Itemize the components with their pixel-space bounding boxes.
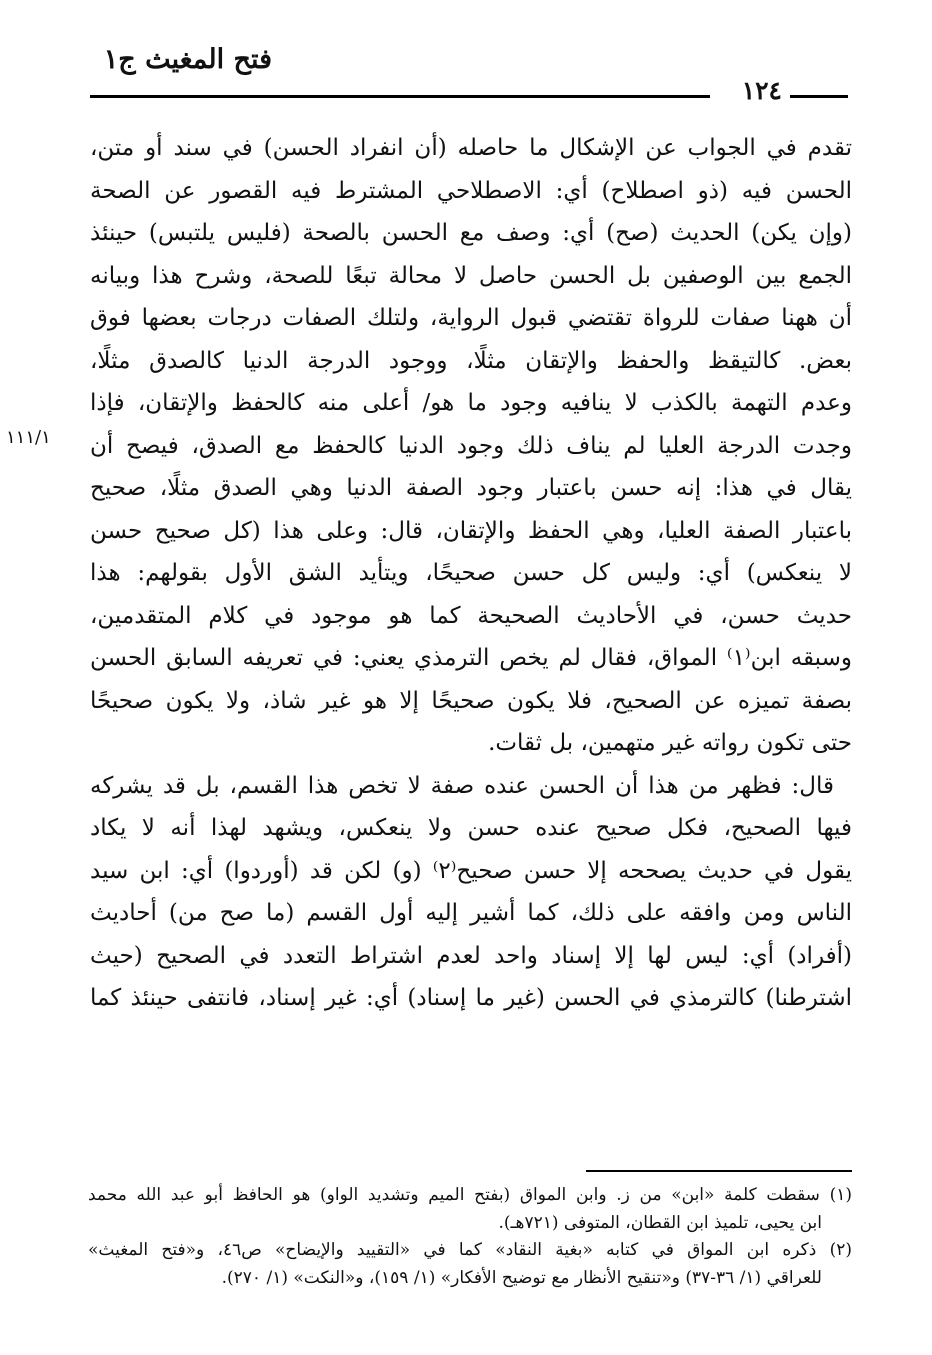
text-line: قال: فظهر من هذا أن الحسن عنده صفة لا تخص هذا القسم، بل قد يشركه xyxy=(90,772,834,799)
footnote-line: للعراقي (١/ ٣٦-٣٧) و«تنقيح الأنظار مع توضيح الأفكار» (١/ ١٥٩)، و«النكت» (١/ ٢٧٠). xyxy=(221,1267,822,1288)
text-line: يقول في حديث يصححه إلا حسن صحيح⁽٢⁾ (و) لكن قد (أوردوا) أي: ابن سيد xyxy=(90,857,852,884)
header-rule-short xyxy=(790,95,848,98)
footnotes xyxy=(88,1182,852,1292)
page-number: ١٢٤ xyxy=(741,76,782,105)
text-line: الحسن فيه (ذو اصطلاح) أي: الاصطلاحي المشترط فيه القصور عن الصحة xyxy=(90,177,852,204)
running-head-book-title: فتح المغيث ج١ xyxy=(103,44,272,75)
text-line: وجدت الدرجة العليا لم يناف ذلك وجود الدنيا كالحفظ مع الصدق، فيصح أن xyxy=(90,432,852,459)
text-line: باعتبار الصفة العليا، وهي الحفظ والإتقان، قال: وعلى هذا (كل صحيح حسن xyxy=(90,517,852,544)
text-line: وسبقه ابن⁽١⁾ المواق، فقال لم يخص الترمذي يعني: في تعريفه السابق الحسن xyxy=(90,645,852,671)
text-line: حتى تكون رواته غير متهمين، بل ثقات. xyxy=(488,730,852,756)
text-line: (أفراد) أي: ليس لها إلا إسناد واحد لعدم اشتراط التعدد في الصحيح (حيث xyxy=(90,942,852,969)
main-text xyxy=(90,127,852,1020)
text-line: الجمع بين الوصفين بل الحسن حاصل لا محالة تبعًا للصحة، وشرح هذا وبيانه xyxy=(90,262,852,289)
text-line: لا ينعكس) أي: وليس كل حسن صحيحًا، ويتأيد الشق الأول بقولهم: هذا xyxy=(90,560,852,586)
text-line: (وإن يكن) الحديث (صح) أي: وصف مع الحسن بالصحة (فليس يلتبس) حينئذ xyxy=(90,220,852,246)
text-line: وعدم التهمة بالكذب لا ينافيه وجود ما هو/ أعلى منه كالحفظ والإتقان، فإذا xyxy=(90,390,852,416)
text-line: أن ههنا صفات للرواة تقتضي قبول الرواية، ولتلك الصفات درجات بعضها فوق xyxy=(90,305,852,331)
footnote-line: ابن يحيى، تلميذ ابن القطان، المتوفى (٧٢١هـ). xyxy=(498,1212,822,1233)
text-line: اشترطنا) كالترمذي في الحسن (غير ما إسناد) أي: غير إسناد، فانتفى حينئذ كما xyxy=(90,985,852,1011)
text-line: بصفة تميزه عن الصحيح، فلا يكون صحيحًا إلا هو غير شاذ، ولا يكون صحيحًا xyxy=(90,687,852,714)
text-line: بعض. كالتيقظ والحفظ والإتقان مثلًا، ووجود الدرجة الدنيا كالصدق مثلًا، xyxy=(90,347,852,374)
text-line: فيها الصحيح، فكل صحيح عنده حسن ولا ينعكس، ويشهد لهذا أنه لا يكاد xyxy=(90,815,852,841)
text-line: يقال في هذا: إنه حسن باعتبار وجود الصفة الدنيا وهي الصدق مثلًا، صحيح xyxy=(90,475,852,501)
text-line: الناس ومن وافقه على ذلك، كما أشير إليه أول القسم (ما صح من) أحاديث xyxy=(90,900,852,926)
text-line: حديث حسن، في الأحاديث الصحيحة كما هو موجود في كلام المتقدمين، xyxy=(90,602,852,629)
margin-folio-note: ١١١/١ xyxy=(6,427,51,448)
footnote-line: (١) سقطت كلمة «ابن» من ز. وابن المواق (بفتح الميم وتشديد الواو) هو الحافظ أبو عبد الله محمد xyxy=(88,1185,852,1205)
header-rule xyxy=(90,95,710,98)
footnote-line: (٢) ذكره ابن المواق في كتابه «بغية النقاد» كما في «التقييد والإيضاح» ص٤٦، و«فتح المغيث» xyxy=(88,1240,852,1260)
text-line: تقدم في الجواب عن الإشكال ما حاصله (أن انفراد الحسن) في سند أو متن، xyxy=(90,135,852,161)
footnote-separator xyxy=(586,1170,852,1172)
